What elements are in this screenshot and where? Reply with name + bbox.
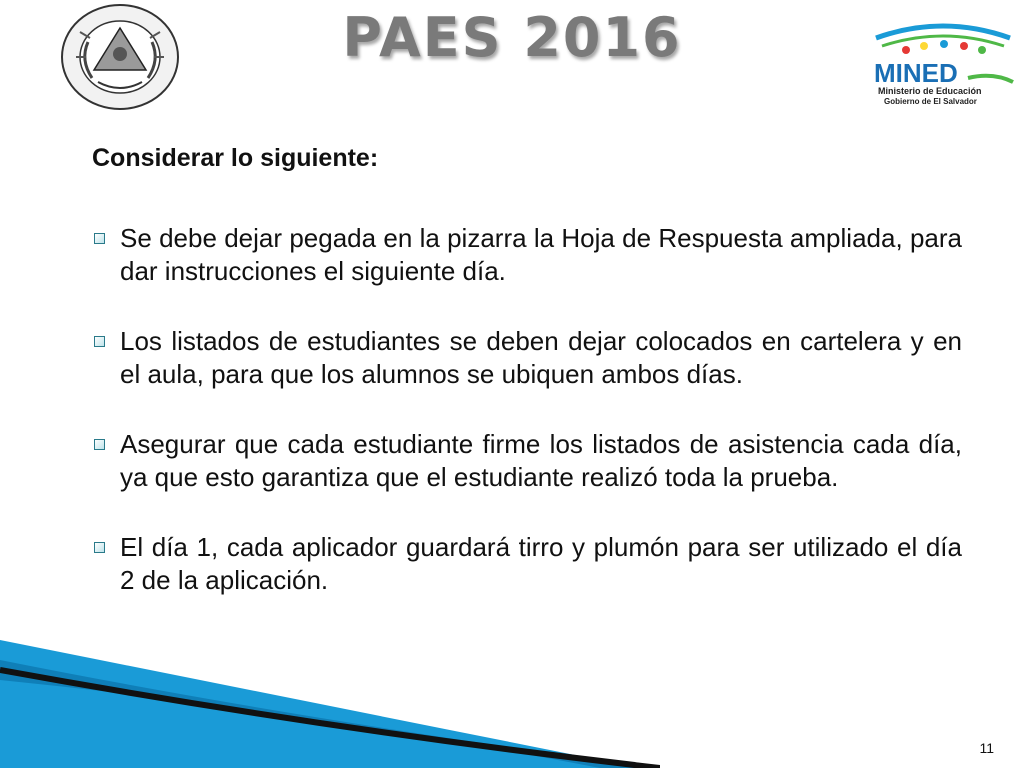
bullet-text: Los listados de estudiantes se deben dejar colocados en cartelera y en el aula, para que los alumnos se ubiquen ambos días. (120, 326, 962, 389)
corner-decoration (0, 640, 660, 768)
list-item (92, 325, 962, 391)
section-heading: Considerar lo siguiente: (92, 144, 379, 172)
bullet-text: El día 1, cada aplicador guardará tirro y plumón para ser utilizado el día 2 de la aplicación. (120, 532, 962, 595)
mined-logo (868, 16, 1018, 106)
bullet-text: Asegurar que cada estudiante firme los listados de asistencia cada día, ya que esto garantiza que el estudiante realizó toda la prueba. (120, 429, 962, 492)
bullet-list (92, 222, 962, 634)
page-number: 11 (979, 740, 994, 756)
list-item (92, 531, 962, 597)
mined-logo-name: MINED (874, 58, 958, 88)
mined-logo-line2: Gobierno de El Salvador (884, 97, 977, 106)
slide-title: PAES 2016 (342, 6, 682, 69)
list-item (92, 222, 962, 288)
square-bullet-icon (94, 439, 105, 450)
bullet-text: Se debe dejar pegada en la pizarra la Hoja de Respuesta ampliada, para dar instrucciones el siguiente día. (120, 223, 962, 286)
list-item (92, 428, 962, 494)
mined-logo-line1: Ministerio de Educación (878, 86, 982, 96)
square-bullet-icon (94, 542, 105, 553)
square-bullet-icon (94, 233, 105, 244)
square-bullet-icon (94, 336, 105, 347)
